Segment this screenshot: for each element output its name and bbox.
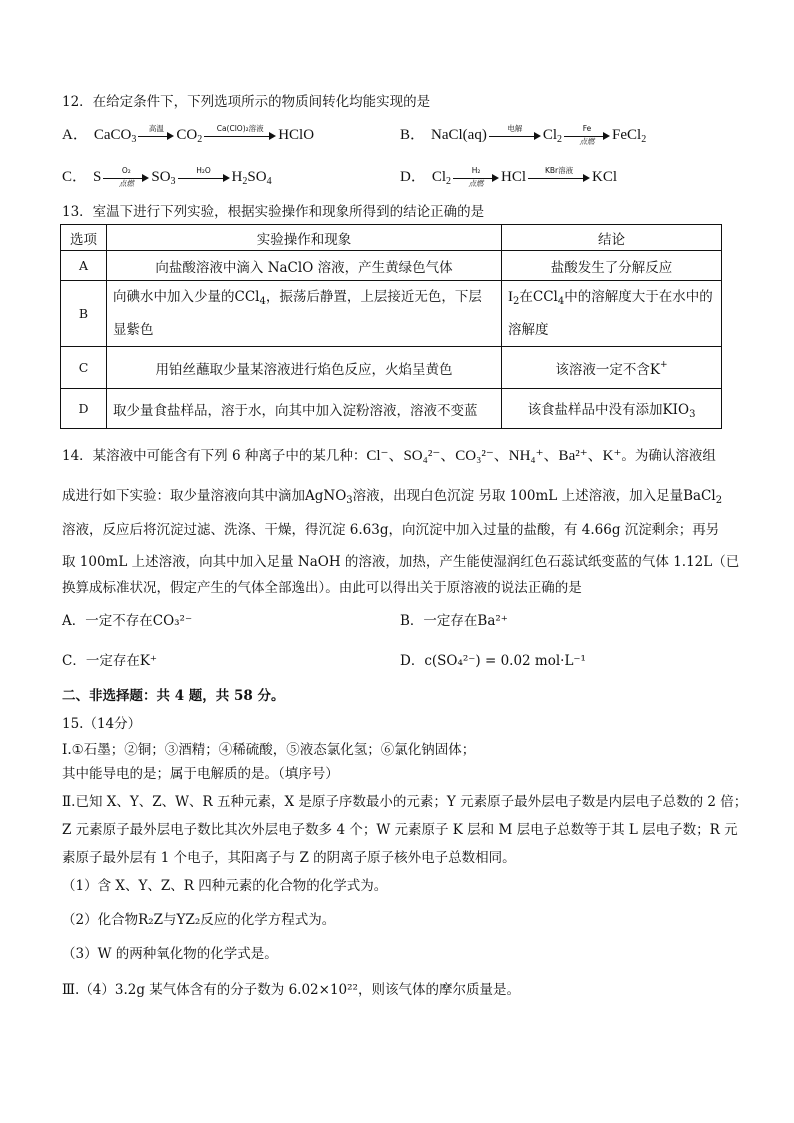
reaction-arrow-icon: Ca(ClO)₂溶液 [204, 125, 276, 147]
q15-head: 15.（14分） [62, 716, 142, 732]
table-cell: B [61, 281, 107, 347]
table-header-cell: 结论 [502, 225, 722, 251]
table-cell: 用铂丝蘸取少量某溶液进行焰色反应，火焰呈黄色 [107, 347, 502, 389]
reaction-arrow-icon: KBr溶液 [528, 167, 590, 189]
q12-stem: 12．在给定条件下，下列选项所示的物质间转化均能实现的是 [62, 94, 431, 110]
table-row [61, 251, 722, 281]
q15-sub-2: （2）化合物R₂Z与YZ₂反应的化学方程式为。 [62, 912, 336, 928]
q14-line-2: 成进行如下实验：取少量溶液向其中滴加AgNO$_3$溶液，出现白色沉淀 另取 100mL 上述溶液，加入足量BaCl$_2$ [62, 488, 723, 506]
table-cell: $I_2$在CCl$_4$中的溶解度大于在水中的溶解度 [502, 281, 722, 347]
q12-option-c: C． S O₂ 点燃 $SO_3$ H₂O $H_2SO_4$ [62, 165, 272, 188]
q15-part1-line2: 其中能导电的是；属于电解质的是。（填序号） [62, 766, 339, 782]
q14-option-b: B．一定存在Ba²⁺ [400, 613, 508, 629]
table-row [61, 389, 722, 429]
q14-line-3: 溶液，反应后将沉淀过滤、洗涤、干燥，得沉淀 6.63g，向沉淀中加入过量的盐酸，有 4.66g 沉淀剩余；再另 [62, 522, 720, 538]
reaction-arrow-icon: H₂O [178, 167, 230, 189]
table-header-cell: 实验操作和现象 [107, 225, 502, 251]
table-cell: 盐酸发生了分解反应 [502, 251, 722, 281]
reaction-arrow-icon: 电解 [489, 125, 541, 147]
table-header-cell: 选项 [61, 225, 107, 251]
q12-option-a: A． CaCO$_3$ 高温 $CO_2$ Ca(ClO)₂溶液 HClO [62, 123, 315, 145]
section-title: 二、非选择题：共 4 题，共 58 分。 [62, 688, 285, 704]
q15-sub-1: （1）含 X、Y、Z、R 四种元素的化合物的化学式为。 [62, 878, 388, 894]
table-row [61, 347, 722, 389]
q12-option-b: B． NaCl(aq) 电解 $Cl_2$ Fe 点燃 FeCl$_2$ [400, 123, 647, 146]
q13-table [60, 224, 722, 429]
q15-part1-line1: Ⅰ.①石墨；②铜；③酒精；④稀硫酸，⑤液态氯化氢；⑥氯化钠固体； [62, 742, 476, 758]
table-header-row [61, 225, 722, 251]
q15-part2-line3: 素原子最外层有 1 个电子，其阳离子与 Z 的阴离子原子核外电子总数相同。 [62, 850, 516, 866]
table-cell: A [61, 251, 107, 281]
table-cell: 该食盐样品中没有添加$KIO_3$ [502, 389, 722, 429]
reaction-arrow-icon: Fe 点燃 [564, 125, 610, 147]
q15-part2-line2: Z 元素原子最外层电子数比其次外层电子数多 4 个；W 元素原子 K 层和 M 层电子总数等于其 L 层电子数；R 元 [62, 822, 738, 838]
q15-part2-line1: Ⅱ.已知 X、Y、Z、W、R 五种元素，X 是原子序数最小的元素；Y 元素原子最外层电子数是内层电子总数的 2 倍； [62, 794, 748, 810]
q14-option-a: A．一定不存在CO₃²⁻ [62, 613, 193, 629]
q15-sub-3: （3）W 的两种氧化物的化学式是。 [62, 946, 278, 962]
q14-option-d: D．c(SO₄²⁻) = 0.02 mol·L⁻¹ [400, 653, 586, 669]
table-cell: 向盐酸溶液中滴入 NaClO 溶液，产生黄绿色气体 [107, 251, 502, 281]
q14-line-1: 14．某溶液中可能含有下列 6 种离子中的某几种：Cl⁻、SO₄²⁻、CO₃²⁻、NH₄⁺、Ba²⁺、K⁺。为确认溶液组 [62, 448, 716, 464]
q14-option-c: C．一定存在K⁺ [62, 653, 158, 669]
q14-line-4: 取 100mL 上述溶液，向其中加入足量 NaOH 的溶液，加热，产生能使湿润红色石蕊试纸变蓝的气体 1.12L（已 [62, 554, 740, 570]
q12-option-d: D． $Cl_2$ H₂ 点燃 HCl KBr溶液 KCl [400, 165, 618, 188]
table-cell: 取少量食盐样品，溶于水，向其中加入淀粉溶液，溶液不变蓝 [107, 389, 502, 429]
reaction-arrow-icon: 高温 [138, 125, 174, 147]
reaction-arrow-icon: O₂ 点燃 [103, 167, 149, 189]
q13-stem: 13．室温下进行下列实验，根据实验操作和现象所得到的结论正确的是 [62, 204, 485, 220]
table-cell: C [61, 347, 107, 389]
table-cell: 向碘水中加入少量的CCl$_4$，振荡后静置，上层接近无色，下层显紫色 [107, 281, 502, 347]
q14-ion-list: Cl⁻、SO₄²⁻、CO₃²⁻、NH₄⁺、Ba²⁺、K⁺ [366, 448, 622, 464]
reaction-arrow-icon: H₂ 点燃 [453, 167, 499, 189]
table-cell: D [61, 389, 107, 429]
table-cell: 该溶液一定不含K+ [502, 347, 722, 389]
table-row [61, 281, 722, 347]
q15-sub-4: Ⅲ.（4）3.2g 某气体含有的分子数为 6.02×10²²，则该气体的摩尔质量是。 [62, 982, 520, 998]
q14-line-5: 换算成标准状况，假定产生的气体全部逸出）。由此可以得出关于原溶液的说法正确的是 [62, 580, 582, 596]
